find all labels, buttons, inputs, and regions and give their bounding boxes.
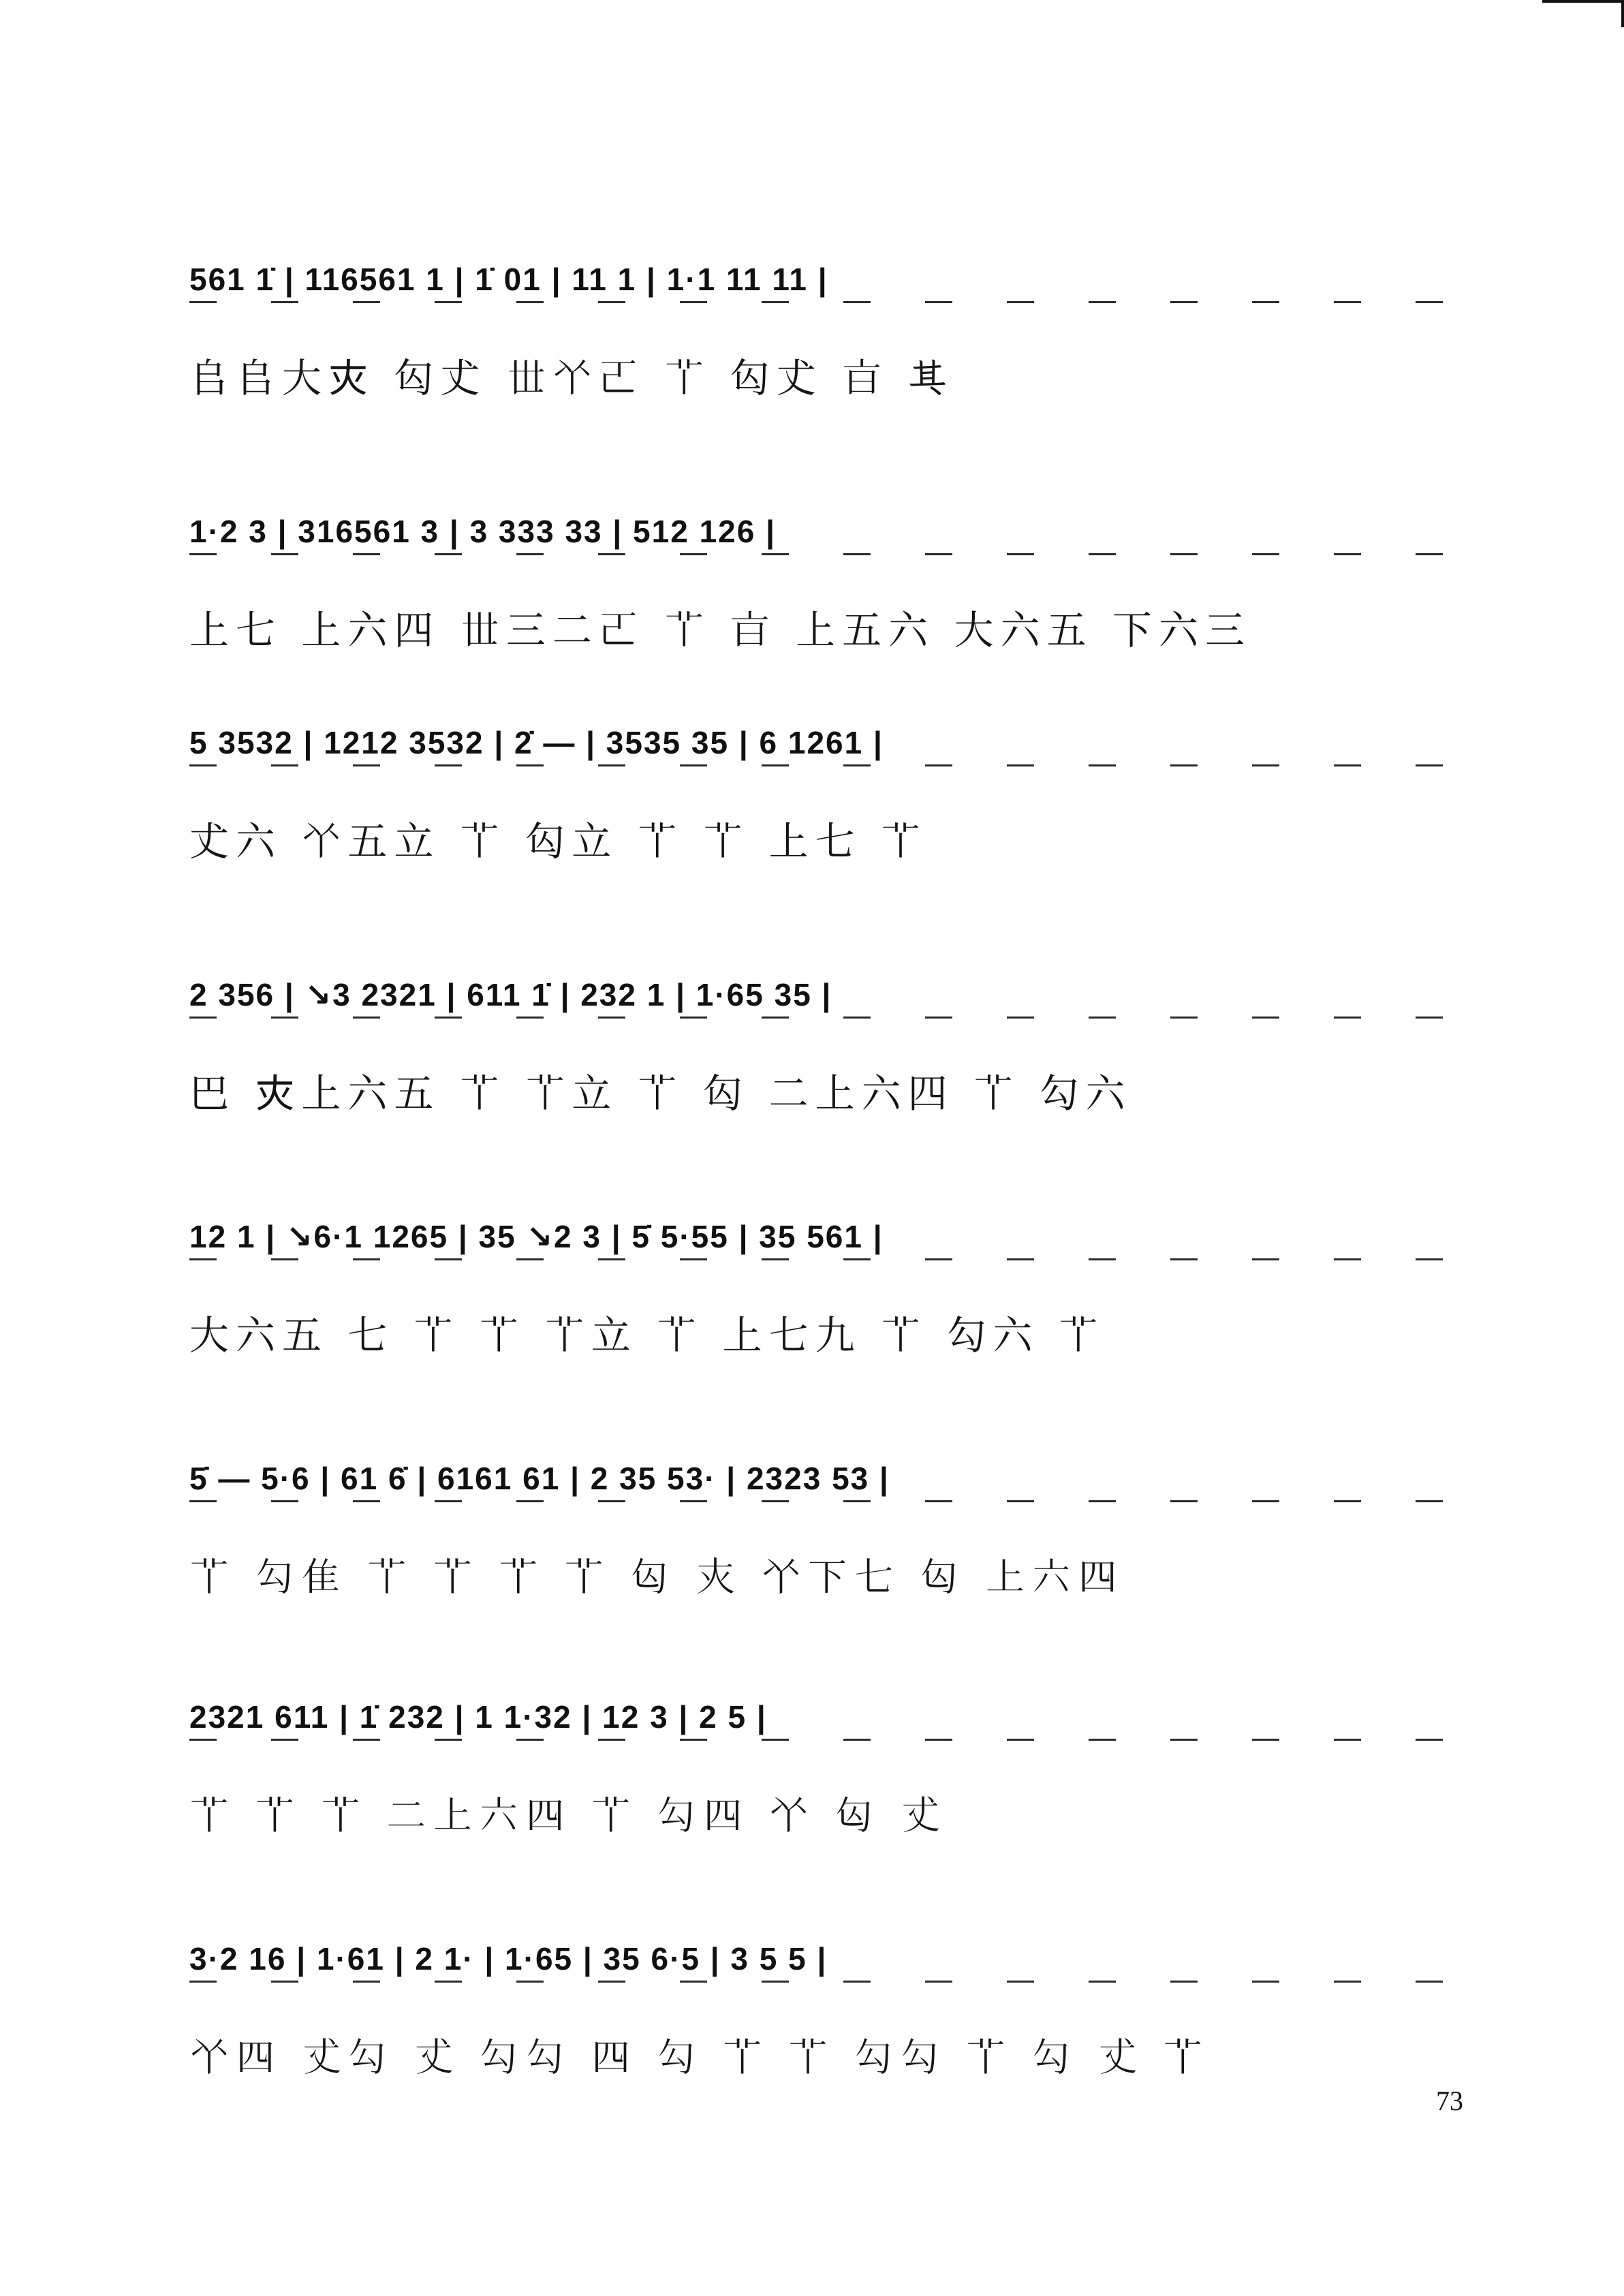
rhythm-underlines (189, 764, 1470, 779)
jianpu-notation-line: 1·2 3 | 316561 3 | 3 333 33 | 512 126 | (189, 514, 776, 549)
jianpu-notation-line: 3·2 16 | 1·61 | 2 1· | 1·65 | 35 6·5 | 3 5 5 | (189, 1941, 828, 1976)
rhythm-underlines (189, 1739, 1470, 1754)
rhythm-underlines (189, 553, 1470, 568)
jianzipu-tablature-line: 大六五 七 𦫳 𦫳 𦫳立 𦫳 上七九 𦫳 勾六 𦫳 (189, 1312, 1105, 1359)
jianpu-notation-line: 561 1̇ | 116561 1 | 1̇ 01 | 11 1 | 1·1 11 11 | (189, 262, 828, 297)
jianzipu-tablature-line: 上七 上六四 𠀍三二𠀀 𦫳 𣅀 上五六 大六五 下六三 (189, 607, 1252, 653)
jianpu-notation-line: 2 356 | ↘3 2321 | 611 1̇ | 232 1 | 1·65 35 | (189, 977, 832, 1012)
jianzipu-tablature-line: 𠁥四 𠀋勾 𠀋 勾勾 四 勾 𦫳 𦫳 勾勾 𦫳 勾 𠀋 𦫳 (189, 2034, 1210, 2081)
jianpu-notation-line: 2321 611 | 1̇ 232 | 1 1·32 | 12 3 | 2 5 | (189, 1699, 767, 1735)
jianzipu-tablature-line: 巴 𡗜上六五 𦫳 𦫳立 𦫳 匃 二上六四 𦫳 勾六 (189, 1070, 1132, 1117)
jianzipu-tablature-line: 𠀋六 𠁥五立 𦫳 匃立 𦫳 𦫳 上七 𦫳 (189, 818, 928, 865)
rhythm-underlines (189, 301, 1470, 316)
jianzipu-tablature-line: 𦫳 𦫳 𦫳 二上六四 𦫳 勾四 𠁥 匃 𠀋 (189, 1793, 947, 1839)
jianzipu-tablature-line: 𦫳 勾隹 𦫳 𦫳 𦫳 𦫳 匃 𡗜 𠁥下七 匃 上六四 (189, 1554, 1125, 1600)
page-number: 73 (1436, 2085, 1463, 2116)
rhythm-underlines (189, 1258, 1470, 1273)
rhythm-underlines (189, 1981, 1470, 1996)
rhythm-underlines (189, 1500, 1470, 1515)
rhythm-underlines (189, 1017, 1470, 1031)
jianpu-notation-line: 5 3532 | 1212 3532 | 2̇ — | 3535 35 | 6 1261 | (189, 725, 884, 760)
jianzipu-tablature-line: 𠂤𠂤大𡗜 匃𠀋 𠀍𠁥𠀀 𦫳 匃𠀋 𣅀 𠀪 (189, 355, 954, 401)
jianpu-notation-line: 5̇ — 5·6 | 61 6̇ | 6161 61 | 2 35 53· | 2323 53 | (189, 1461, 890, 1496)
jianpu-notation-line: 12 1 | ↘6·1 1265 | 35 ↘2 3 | 5̇ 5·55 | 35 561 | (189, 1219, 884, 1254)
page-corner-mark (1542, 0, 1624, 27)
